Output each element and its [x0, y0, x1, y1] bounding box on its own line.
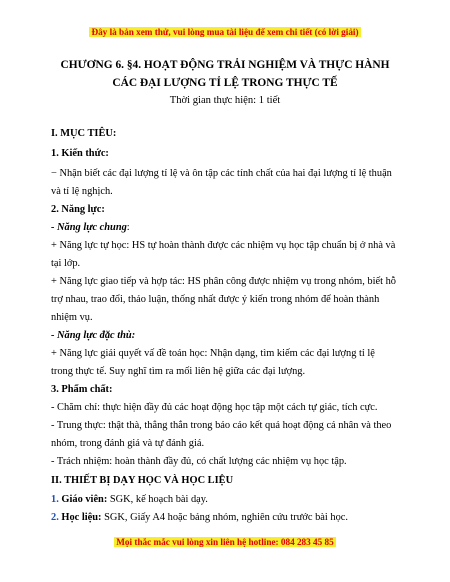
item-label: Học liệu:	[61, 512, 102, 523]
knowledge-text-line1: − Nhận biết các đại lượng tỉ lệ và ôn tập các tính chất của hai đại lượng tỉ lệ thuận	[51, 168, 392, 179]
communication-line3: nhiệm vụ.	[51, 312, 93, 323]
quality-honesty-line1: - Trung thực: thật thà, thẳng thắn trong báo cáo kết quả hoạt động cá nhân và theo	[51, 420, 392, 431]
hotline-footer	[0, 532, 450, 550]
chapter-title: CHƯƠNG 6. §4. HOẠT ĐỘNG TRẢI NGHIỆM VÀ THỰC HÀNH	[60, 59, 390, 71]
self-study-line2: tại lớp.	[51, 258, 81, 269]
communication-line2: trợ nhau, trao đổi, thảo luận, thống nhất được ý kiến trong nhóm để hoàn thành	[51, 294, 380, 305]
item-number: 1.	[51, 494, 59, 505]
lesson-title: CÁC ĐẠI LƯỢNG TỈ LỆ TRONG THỰC TẾ	[112, 77, 338, 89]
knowledge-text-line2: và tỉ lệ nghịch.	[51, 186, 113, 197]
hotline-footer-text: Mọi thắc mắc vui lòng xin liên hệ hotline: 084 283 45 85	[116, 537, 334, 547]
preview-banner-text: Đây là bản xem thử, vui lòng mua tài liệu để xem chi tiết (có lời giải)	[91, 27, 359, 37]
communication-line1: + Năng lực giao tiếp và hợp tác: HS phân công được nhiệm vụ trong nhóm, biết hỗ	[51, 276, 396, 287]
specific-ability-label: - Năng lực đặc thù:	[51, 330, 136, 341]
general-ability-label	[51, 222, 401, 233]
section-heading-equipment: II. THIẾT BỊ DẠY HỌC VÀ HỌC LIỆU	[51, 475, 234, 486]
math-ability-line1: + Năng lực giải quyết vấ đề toán học: Nhận dạng, tìm kiếm các đại lượng tỉ lệ	[51, 348, 375, 359]
item-text: SGK, kế hoạch bài dạy.	[107, 494, 208, 505]
item-text: SGK, Giấy A4 hoặc bảng nhóm, nghiên cứu trước bài học.	[101, 512, 348, 523]
subheading-quality: 3. Phẩm chất:	[51, 384, 113, 395]
preview-banner	[0, 22, 450, 40]
quality-diligence: - Chăm chỉ: thực hiện đầy đủ các hoạt động học tập một cách tự giác, tích cực.	[51, 402, 378, 413]
equipment-item-teacher	[51, 494, 401, 505]
general-ability-text: - Năng lực chung	[51, 222, 127, 233]
quality-responsibility: - Trách nhiệm: hoàn thành đầy đủ, có chất lượng các nhiệm vụ học tập.	[51, 456, 347, 467]
equipment-item-materials	[51, 512, 401, 523]
self-study-line1: + Năng lực tự học: HS tự hoàn thành được các nhiệm vụ học tập chuẩn bị ở nhà và	[51, 240, 396, 251]
subheading-ability: 2. Năng lực:	[51, 204, 105, 215]
subheading-knowledge: 1. Kiến thức:	[51, 148, 109, 159]
general-ability-colon: :	[126, 222, 130, 233]
duration-text: Thời gian thực hiện: 1 tiết	[169, 95, 281, 106]
item-number: 2.	[51, 512, 59, 523]
quality-honesty-line2: nhóm, trong đánh giá và tự đánh giá.	[51, 438, 205, 449]
math-ability-line2: trong thực tế. Suy nghĩ tìm ra mối liên hệ giữa các đại lượng.	[51, 366, 306, 377]
section-heading-objectives: I. MỤC TIÊU:	[51, 128, 117, 139]
item-label: Giáo viên:	[61, 494, 108, 505]
